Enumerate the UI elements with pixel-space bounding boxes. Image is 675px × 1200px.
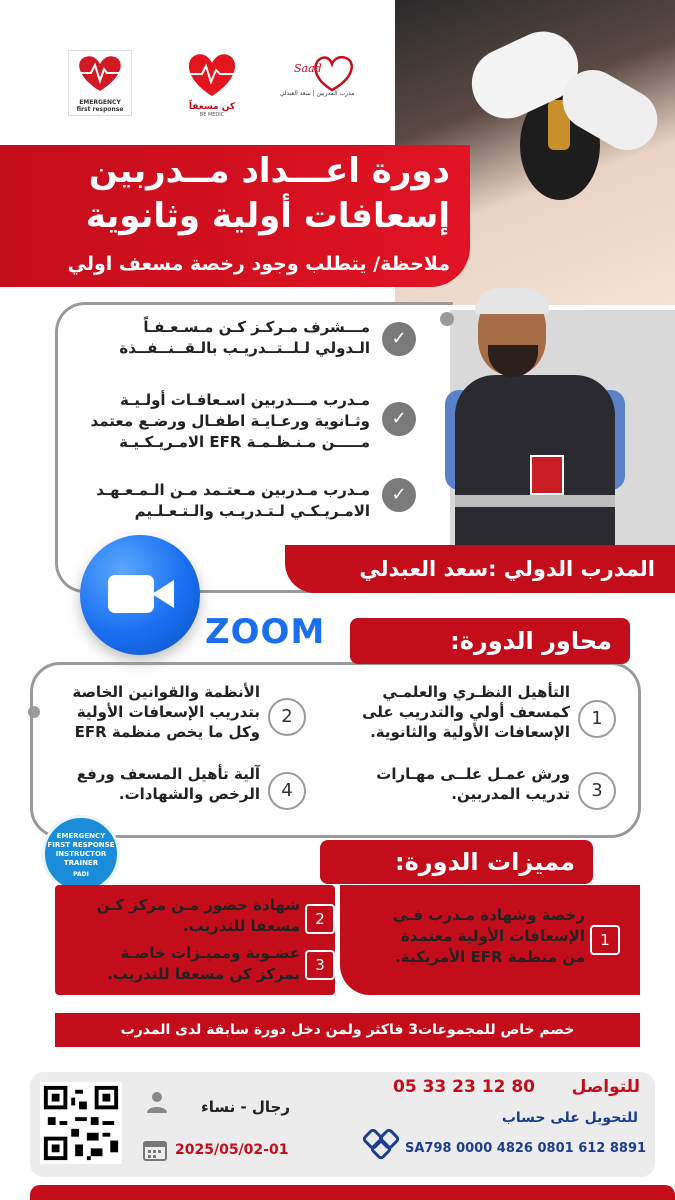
title-note: ملاحظة/ يتطلب وجود رخصة مسعف اولي bbox=[67, 253, 450, 275]
trainer-name: المدرب الدولي :سعد العبدلي bbox=[359, 557, 655, 581]
check-bubble-icon: ✓ bbox=[382, 402, 416, 436]
saad-logo-sub: مدرب المدربين | سعد العبدلي bbox=[279, 90, 355, 97]
zoom-wordmark: ZOOM bbox=[205, 612, 326, 652]
axis-number-4: 4 bbox=[268, 772, 306, 810]
bank-logo-icon bbox=[362, 1128, 402, 1160]
axis-item-1: التأهيل النظـري والعلمـي كمسعف أولي والتدريب على الإسعافات الأولية والثانوية. bbox=[362, 683, 570, 741]
features-heading: مميزات الدورة: bbox=[320, 840, 593, 884]
efr-logo bbox=[68, 50, 132, 116]
check-bubble-icon: ✓ bbox=[382, 322, 416, 356]
contact-label: للتواصل bbox=[571, 1077, 640, 1097]
check-bubble-icon: ✓ bbox=[382, 478, 416, 512]
be-medic-logo-sub: BE MEDIC bbox=[199, 112, 225, 118]
axis-number-2: 2 bbox=[268, 698, 306, 736]
video-camera-lens bbox=[152, 580, 174, 608]
feature-number-3: 3 bbox=[305, 950, 335, 980]
credential-2: مـدرب مـــدربين اسـعافـات أولـيـة وثـانوية ورعـايـة اطفـال ورضـع معتمد مـــــن مـنـظـمـة EFR الامـريـكـيـة bbox=[90, 391, 370, 451]
video-camera-icon bbox=[108, 575, 154, 613]
axis-item-3: ورش عمـل علــى مهـارات تدريب المدربين. bbox=[376, 765, 570, 803]
qr-code[interactable] bbox=[40, 1082, 122, 1164]
course-date: 2025/05/02-01 bbox=[175, 1142, 289, 1158]
heart-pulse-icon bbox=[180, 50, 244, 98]
audience: رجال - نساء bbox=[201, 1098, 290, 1116]
credential-1: مـــشرف مـركـز كـن مـسـعـفـاً الـدولي لـلــتــدريـب بالـقــنــفــذة bbox=[119, 318, 370, 357]
axis-number-3: 3 bbox=[578, 772, 616, 810]
axis-number-1: 1 bbox=[578, 700, 616, 738]
efr-instructor-seal bbox=[42, 815, 120, 893]
seal-sub: PADI bbox=[73, 871, 89, 878]
vest-stripe bbox=[455, 495, 615, 507]
feature-item-2: شهادة حضور مـن مركز كـن مسعفا للتدريب. bbox=[96, 896, 300, 935]
be-medic-logo bbox=[180, 50, 244, 120]
course-axes-heading: محاور الدورة: bbox=[350, 618, 630, 664]
title-line-2: إسعافات أولية وثانوية bbox=[85, 196, 450, 236]
axis-item-2: الأنظمة والقوانين الخاصة بتدريب الإسعافات الأولية وكل ما يخص منظمة EFR bbox=[72, 683, 260, 741]
saad-logo-text: Saad bbox=[294, 62, 322, 75]
trainer-cap bbox=[475, 288, 549, 314]
frame-dot bbox=[28, 706, 40, 718]
feature-number-1: 1 bbox=[590, 925, 620, 955]
saad-logo bbox=[272, 52, 362, 112]
iban[interactable]: SA798 0000 4826 0801 612 8891 bbox=[405, 1141, 647, 1156]
calendar-icon bbox=[142, 1138, 168, 1162]
credential-3: مـدرب مـدربين مـعتـمد مـن الـمـعـهـد الامـريـكـي لـتـدريـب والـتـعـلـيم bbox=[96, 481, 370, 520]
be-medic-logo-text: كن مسعفاً bbox=[188, 102, 236, 112]
title-line-1: دورة اعـــداد مــدربين bbox=[88, 151, 450, 191]
trainer-badge bbox=[530, 455, 564, 495]
bottom-bar bbox=[30, 1185, 675, 1200]
efr-logo-text: EMERGENCY first response bbox=[76, 99, 124, 113]
feature-number-2: 2 bbox=[305, 904, 335, 934]
discount-banner: خصم خاص للمجموعات3 فاكثر ولمن دخل دورة سابقة لدى المدرب bbox=[55, 1013, 640, 1047]
feature-item-1: رخصة وشهادة مـدرب فـي الإسعافات الأولية معتمدة من منظمة EFR الأمريكية. bbox=[392, 906, 585, 966]
frame-dot bbox=[440, 312, 454, 326]
qr-code-graphic bbox=[40, 1082, 122, 1164]
feature-item-3: عضـوية ومميـزات خاصـة بمركز كن مسعفا للتدريب. bbox=[107, 944, 300, 983]
seal-text: EMERGENCY FIRST RESPONSE INSTRUCTOR TRAINER bbox=[47, 832, 115, 867]
user-icon bbox=[145, 1090, 169, 1114]
heart-pulse-icon bbox=[69, 51, 131, 95]
contact-phone[interactable]: 05 33 23 12 80 bbox=[393, 1077, 535, 1097]
axis-item-4: آلية تأهيل المسعف ورفع الرخص والشهادات. bbox=[76, 765, 260, 803]
transfer-label: للتحويل على حساب bbox=[501, 1110, 638, 1126]
